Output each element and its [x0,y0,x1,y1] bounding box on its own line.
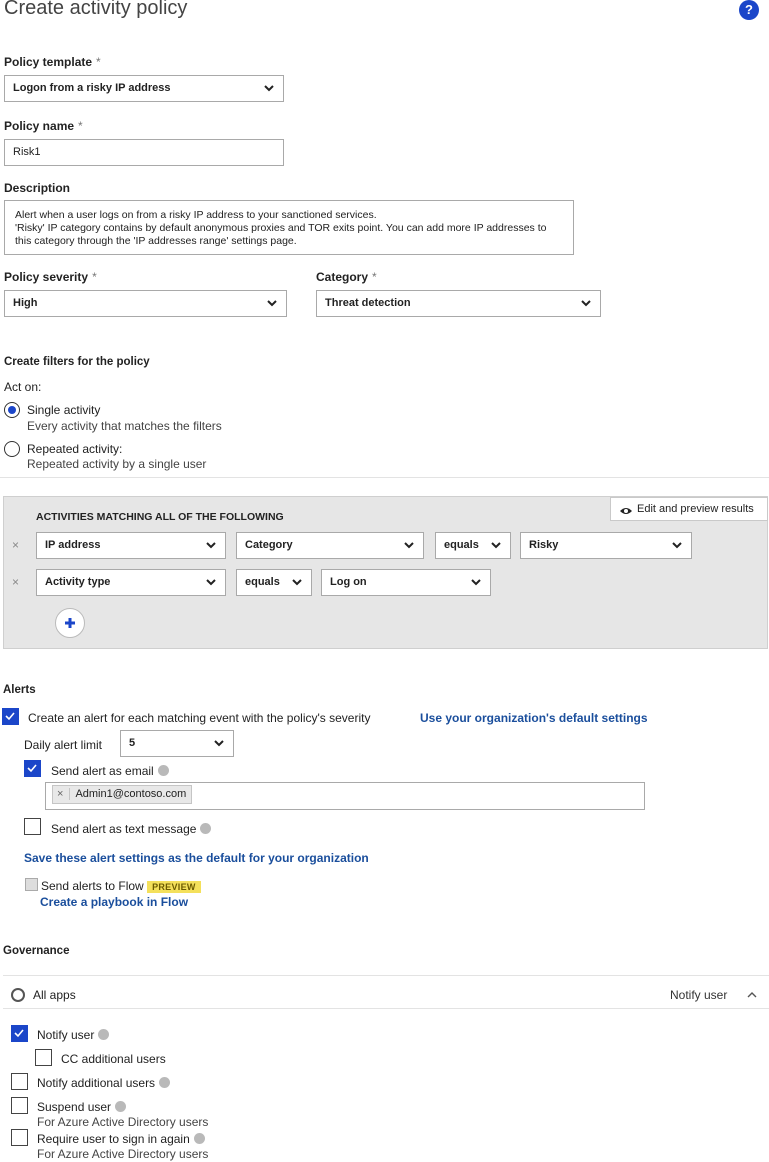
policy-severity-value: High [13,297,38,309]
require-sign-in-label: Require user to sign in again [37,1132,205,1146]
info-icon[interactable] [194,1133,205,1144]
edit-and-preview-button[interactable] [610,497,768,521]
default-settings-link[interactable]: Use your organization's default settings [420,711,648,725]
filter-value-value: Risky [529,539,559,551]
category-label: Category * [316,270,377,284]
single-activity-subtitle: Every activity that matches the filters [27,419,222,433]
info-icon[interactable] [158,765,169,776]
info-icon[interactable] [98,1029,109,1040]
governance-summary: Notify user [670,988,728,1002]
filter-operator-value: equals [444,539,479,551]
governance-heading: Governance [3,945,70,957]
description-label: Description [4,181,71,195]
chevron-down-icon [291,577,303,587]
filter-value-value: Log on [330,576,367,588]
suspend-user-label: Suspend user [37,1100,126,1114]
chevron-down-icon [263,83,275,93]
send-to-flow-checkbox[interactable] [25,878,38,891]
email-recipient-value: Admin1@contoso.com [69,788,186,800]
policy-name-label: Policy name * [4,119,83,133]
remove-filter-icon[interactable]: × [12,575,20,589]
info-icon[interactable] [200,823,211,834]
notify-user-checkbox[interactable] [11,1025,28,1042]
policy-name-value: Risk1 [13,146,41,158]
check-icon [3,709,17,723]
filters-heading: Create filters for the policy [4,356,150,368]
chevron-down-icon [470,577,482,587]
create-alert-checkbox[interactable] [2,708,19,725]
notify-additional-users-label: Notify additional users [37,1076,170,1090]
create-alert-label: Create an alert for each matching event with the policy's severity [28,711,371,725]
info-icon[interactable] [159,1077,170,1088]
policy-severity-label: Policy severity * [4,270,97,284]
repeated-activity-subtitle: Repeated activity by a single user [27,457,207,471]
description-textarea[interactable] [4,200,574,255]
eye-icon [619,503,633,525]
all-apps-label[interactable]: All apps [33,988,76,1002]
single-activity-radio[interactable] [4,402,20,418]
filter-field-value: Activity type [45,576,111,588]
policy-template-value: Logon from a risky IP address [13,82,171,94]
single-activity-title: Single activity [27,403,101,417]
filter-attribute-select[interactable] [236,532,424,559]
chevron-down-icon [205,540,217,550]
divider [0,477,769,478]
chevron-down-icon [213,738,225,748]
policy-severity-select[interactable] [4,290,287,317]
save-default-settings-link[interactable]: Save these alert settings as the default for your organization [24,851,369,865]
policy-template-label: Policy template * [4,55,101,69]
chevron-down-icon [490,540,502,550]
activities-matching-heading: ACTIVITIES MATCHING ALL OF THE FOLLOWING [36,511,284,523]
send-text-label: Send alert as text message [51,822,211,836]
cc-additional-users-label: CC additional users [61,1052,166,1066]
category-value: Threat detection [325,297,411,309]
alerts-heading: Alerts [3,684,36,696]
chevron-down-icon [403,540,415,550]
add-filter-button[interactable] [55,608,85,638]
suspend-user-checkbox[interactable] [11,1097,28,1114]
send-email-checkbox[interactable] [24,760,41,777]
filter-field-select[interactable] [36,532,226,559]
create-playbook-link[interactable]: Create a playbook in Flow [40,895,189,909]
filter-operator-select[interactable] [435,532,511,559]
category-select[interactable] [316,290,601,317]
plus-icon [64,617,76,632]
repeated-activity-radio[interactable] [4,441,20,457]
remove-recipient-icon[interactable]: × [57,788,64,800]
description-line: 'Risky' IP category contains by default anonymous proxies and TOR exits point. You can add more IP addresses to [15,222,547,234]
preview-badge: PREVIEW [147,881,201,893]
daily-alert-limit-value: 5 [129,737,136,749]
filter-field-value: IP address [45,539,101,551]
circle-icon [11,988,25,1002]
filter-operator-value: equals [245,576,280,588]
send-text-checkbox[interactable] [24,818,41,835]
check-icon [12,1026,26,1040]
description-line: Alert when a user logs on from a risky IP address to your sanctioned services. [15,209,377,221]
chevron-down-icon [205,577,217,587]
filter-field-select[interactable] [36,569,226,596]
filter-value-select[interactable] [520,532,692,559]
remove-filter-icon[interactable]: × [12,538,20,552]
daily-alert-limit-select[interactable] [120,730,234,757]
notify-additional-users-checkbox[interactable] [11,1073,28,1090]
send-to-flow-label: Send alerts to Flow PREVIEW [41,879,201,893]
info-icon[interactable] [115,1101,126,1112]
daily-alert-limit-label: Daily alert limit [24,738,103,752]
email-recipient-tag [52,785,192,804]
description-line: this category through the 'IP addresses range' settings page. [15,235,297,247]
chevron-down-icon [671,540,683,550]
chevron-up-icon[interactable] [746,989,758,1003]
check-icon [25,761,39,775]
help-icon[interactable]: ? [739,0,759,20]
act-on-label: Act on: [4,380,42,394]
cc-additional-users-checkbox[interactable] [35,1049,52,1066]
repeated-activity-title: Repeated activity: [27,442,123,456]
edit-and-preview-label: Edit and preview results [637,503,754,515]
send-email-label: Send alert as email [51,764,169,778]
policy-template-select[interactable] [4,75,284,102]
filter-operator-select[interactable] [236,569,312,596]
notify-user-label: Notify user [37,1028,109,1042]
suspend-user-subtitle: For Azure Active Directory users [37,1115,209,1129]
filter-value-select[interactable] [321,569,491,596]
filter-attribute-value: Category [245,539,293,551]
page-title: Create activity policy [4,0,188,19]
chevron-down-icon [580,298,592,308]
require-sign-in-subtitle: For Azure Active Directory users [37,1147,209,1161]
divider [3,1008,769,1009]
require-sign-in-checkbox[interactable] [11,1129,28,1146]
chevron-down-icon [266,298,278,308]
policy-name-input[interactable] [4,139,284,166]
divider [3,975,769,976]
